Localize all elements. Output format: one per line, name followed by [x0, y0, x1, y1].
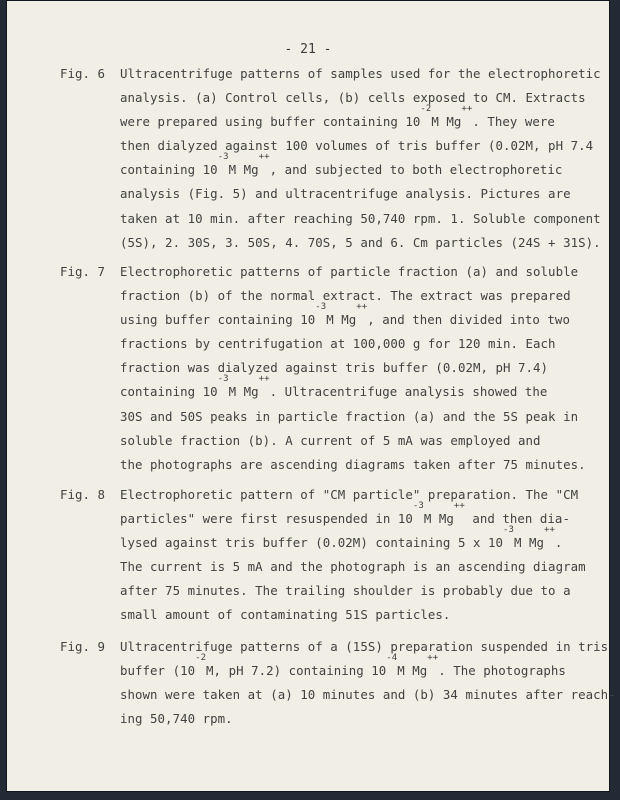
figure-label: Fig. 7 — [60, 264, 106, 279]
caption-line: Ultracentrifuge patterns of a (15S) preparation suspended in tris — [120, 639, 609, 654]
caption-line: after 75 minutes. The trailing shoulder is probably due to a — [120, 583, 571, 599]
caption-line: Electrophoretic patterns of particle fraction (a) and soluble — [120, 264, 579, 279]
caption-line: fraction (b) of the normal extract. The extract was prepared — [120, 288, 571, 304]
caption-line: the photographs are ascending diagrams taken after 75 minutes. — [120, 456, 586, 472]
caption-line: Electrophoretic pattern of "CM particle" preparation. The "CM — [120, 487, 579, 502]
figure-caption-9 — [60, 635, 616, 731]
caption-line: using buffer containing $10^{-3}M$ Mg++, and then divided into two — [120, 302, 570, 328]
caption-line: (5S), 2. 30S, 3. 50S, 4. 70S, 5 and 6. Cm particles (24S + 31S). — [120, 234, 601, 250]
document-page — [6, 0, 616, 792]
figure-caption-7 — [60, 260, 590, 477]
caption-line: particles" were first resuspended in $10^{-3}M$ Mg++ and then dia- — [120, 501, 570, 527]
figure-label: Fig. 8 — [60, 487, 106, 502]
page-number: - 21 - — [284, 42, 332, 57]
caption-line: The current is 5 mA and the photograph is an ascending diagram — [120, 559, 586, 575]
caption-line: soluble fraction (b). A current of 5 mA was employed and — [120, 432, 541, 448]
caption-line: shown were taken at (a) 10 minutes and (b) 34 minutes after reach- — [120, 687, 616, 703]
caption-line: buffer ($10^{-2}M$, pH 7.2) containing $10^{-4}M$ Mg++. The photographs — [120, 653, 566, 679]
caption-line: containing $10^{-3}M$ Mg++, and subjected to both electrophoretic — [120, 152, 563, 178]
caption-body — [120, 635, 616, 731]
caption-body — [120, 260, 590, 477]
caption-line: Ultracentrifuge patterns of samples used for the electrophoretic — [120, 66, 601, 81]
figure-caption-6 — [60, 62, 601, 255]
caption-line: ing 50,740 rpm. — [120, 711, 233, 727]
caption-body — [120, 62, 601, 255]
caption-line: fraction was dialyzed against tris buffer (0.02M, pH 7.4) — [120, 360, 549, 376]
caption-line: fractions by centrifugation at 100,000 g for 120 min. Each — [120, 336, 556, 352]
caption-line: then dialyzed against 100 volumes of tris buffer (0.02M, pH 7.4 — [120, 138, 594, 154]
caption-line: analysis. (a) Control cells, (b) cells exposed to CM. Extracts — [120, 90, 586, 106]
caption-line: analysis (Fig. 5) and ultracentrifuge analysis. Pictures are — [120, 186, 571, 202]
caption-line: lysed against tris buffer (0.02M) containing 5 x $10^{-3}M$ Mg++. — [120, 525, 563, 551]
caption-line: taken at 10 min. after reaching 50,740 rpm. 1. Soluble component — [120, 210, 601, 226]
caption-line: were prepared using buffer containing $10^{-2}M$ Mg++. They were — [120, 104, 555, 130]
caption-body — [120, 483, 590, 628]
figure-caption-8 — [60, 483, 590, 628]
caption-line: small amount of contaminating 51S particles. — [120, 607, 451, 623]
figure-label: Fig. 6 — [60, 66, 106, 81]
figure-label: Fig. 9 — [60, 639, 106, 654]
caption-line: containing $10^{-3}M$ Mg++. Ultracentrifuge analysis showed the — [120, 374, 548, 400]
caption-line: 30S and 50S peaks in particle fraction (a) and the 5S peak in — [120, 408, 579, 424]
